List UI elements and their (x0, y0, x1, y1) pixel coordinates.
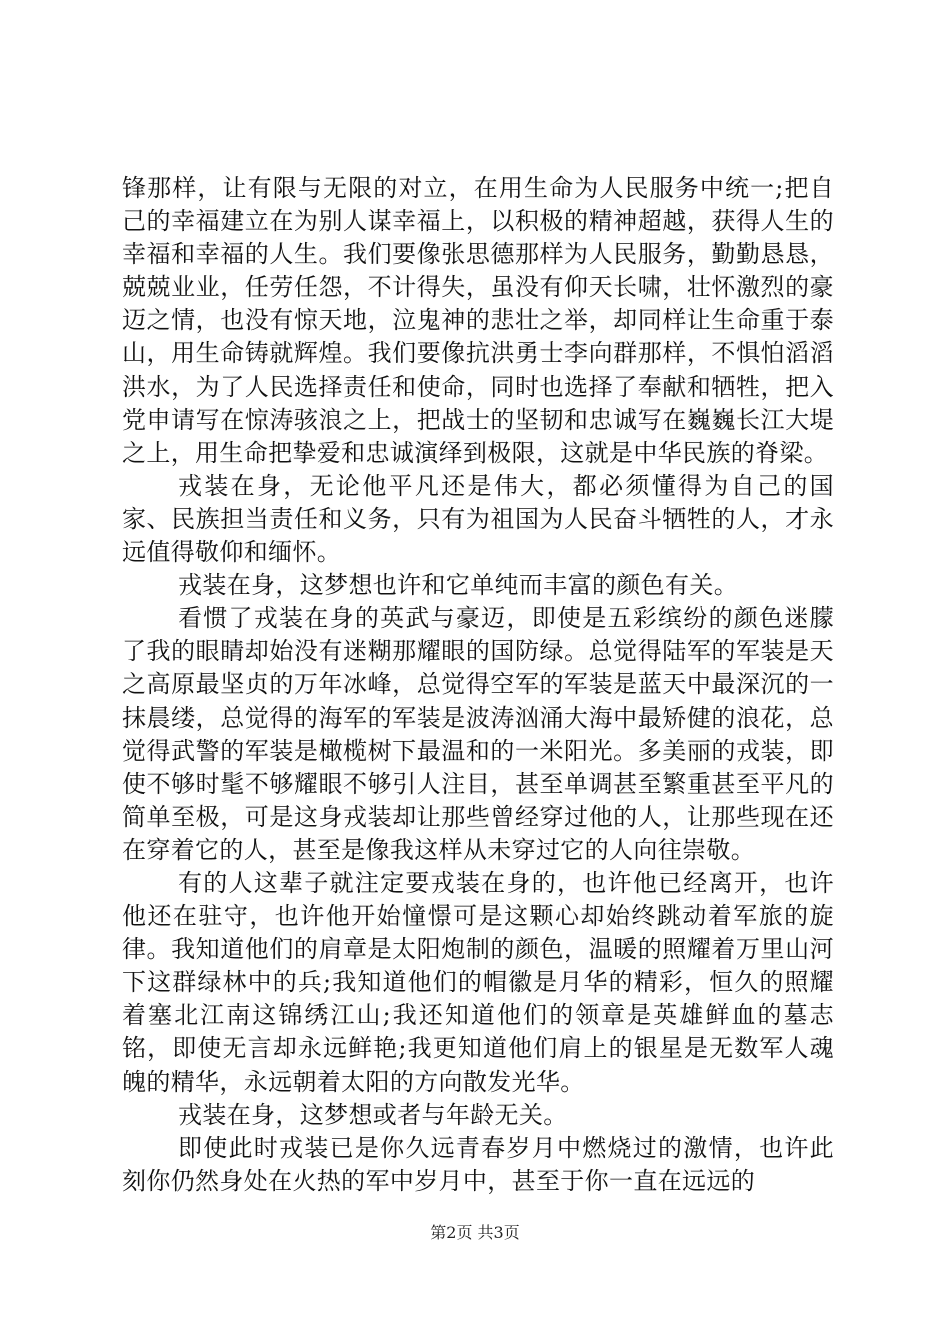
page-number-label: 第2页 共3页 (430, 1223, 520, 1242)
paragraph: 戎装在身，这梦想或者与年龄无关。 (178, 1100, 568, 1129)
paragraph: 即使此时戎装已是你久远青春岁月中燃烧过的激情，也许此刻你仍然身处在火热的军中岁月中，甚至于你一直在远远的 (122, 1133, 834, 1195)
paragraph: 戎装在身，这梦想也许和它单纯而丰富的颜色有关。 (178, 571, 739, 600)
paragraph: 有的人这辈子就注定要戎装在身的，也许他已经离开，也许他还在驻守，也许他开始憧憬可是这颗心却始终跳动着军旅的旋律。我知道他们的肩章是太阳炮制的颜色，温暖的照耀着万里山河下这群绿林中的兵;我知道他们的帽徽是月华的精彩，恒久的照耀着塞北江南这锦绣江山;我还知道他们的领章是英雄鲜血的墓志铭，即使无言却永远鲜艳;我更知道他们肩上的银星是无数军人魂魄的精华，永远朝着太阳的方向散发光华。 (122, 868, 834, 1096)
page-footer (0, 1220, 950, 1243)
body-text (122, 172, 834, 1198)
paragraph: 戎装在身，无论他平凡还是伟大，都必须懂得为自己的国家、民族担当责任和义务，只有为祖国为人民奋斗牺牲的人，才永远值得敬仰和缅怀。 (122, 471, 834, 567)
paragraph: 锋那样，让有限与无限的对立，在用生命为人民服务中统一;把自己的幸福建立在为别人谋幸福上，以积极的精神超越，获得人生的幸福和幸福的人生。我们要像张思德那样为人民服务，勤勤恳恳，兢兢业业，任劳任怨，不计得失，虽没有仰天长啸，壮怀激烈的豪迈之情，也没有惊天地，泣鬼神的悲壮之举，却同样让生命重于泰山，用生命铸就辉煌。我们要像抗洪勇士李向群那样，不惧怕滔滔洪水，为了人民选择责任和使命，同时也选择了奉献和牺牲，把入党申请写在惊涛骇浪之上，把战士的坚韧和忠诚写在巍巍长江大堤之上，用生命把挚爱和忠诚演绎到极限，这就是中华民族的脊梁。 (122, 174, 834, 467)
paragraph: 看惯了戎装在身的英武与豪迈，即使是五彩缤纷的颜色迷朦了我的眼睛却始没有迷糊那耀眼的国防绿。总觉得陆军的军装是天之高原最坚贞的万年冰峰，总觉得空军的军装是蓝天中最深沉的一抹晨缕，总觉得的海军的军装是波涛汹涌大海中最矫健的浪花，总觉得武警的军装是橄榄树下最温和的一米阳光。多美丽的戎装，即使不够时髦不够耀眼不够引人注目，甚至单调甚至繁重甚至平凡的简单至极，可是这身戎装却让那些曾经穿过他的人，让那些现在还在穿着它的人，甚至是像我这样从未穿过它的人向往崇敬。 (122, 604, 834, 864)
